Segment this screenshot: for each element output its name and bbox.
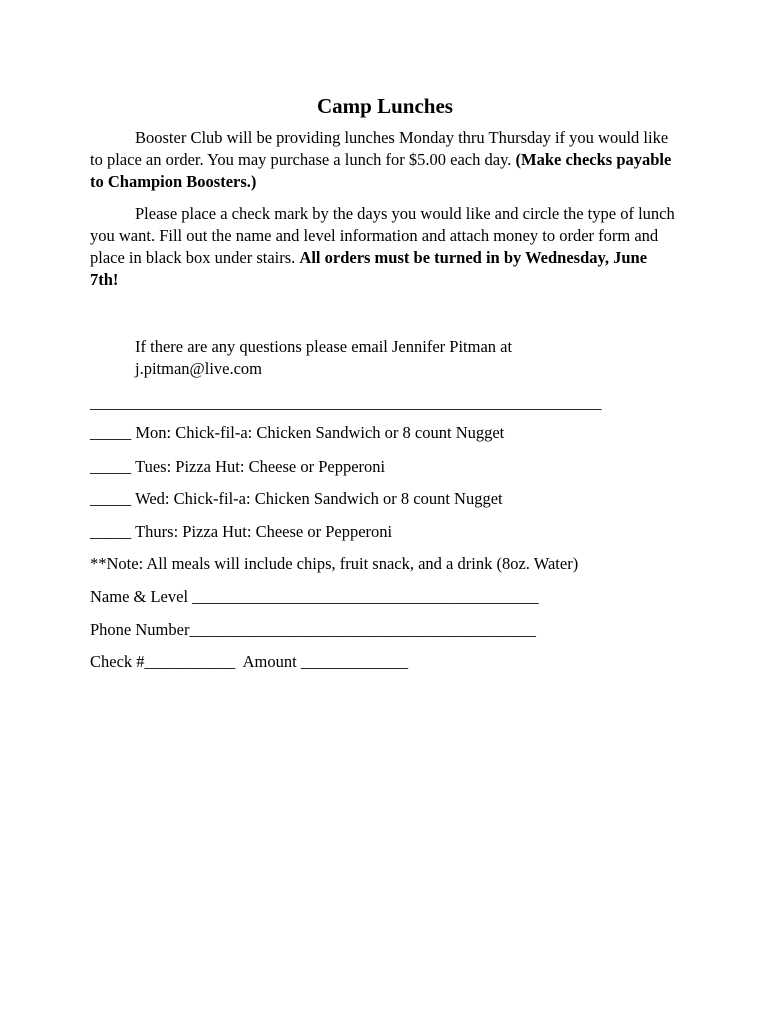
intro-bold-text: (Make checks payable to Champion Boosters.): [90, 150, 672, 191]
name-level-field: Name & Level __________________________________________: [90, 587, 539, 606]
deadline-bold-text: All orders must be turned in by Wednesday, June 7th!: [90, 248, 648, 289]
instructions-paragraph: [90, 203, 678, 291]
intro-text: Booster Club will be providing lunches Monday thru Thursday if you would like to place an order. You may purchase a lunch for $5.00 each day.: [90, 128, 669, 169]
contact-line: If there are any questions please email Jennifer Pitman at: [135, 337, 513, 356]
separator-line: ______________________________________________________________: [90, 393, 602, 412]
order-line-thursday: _____ Thurs: Pizza Hut: Cheese or Pepperoni: [90, 522, 393, 541]
meal-note: **Note: All meals will include chips, fruit snack, and a drink (8oz. Water): [90, 554, 579, 573]
contact-email: j.pitman@live.com: [135, 359, 263, 378]
order-line-tuesday: _____ Tues: Pizza Hut: Cheese or Pepperoni: [90, 457, 386, 476]
document-title: Camp Lunches: [317, 94, 453, 118]
check-amount-field: Check #___________ Amount _____________: [90, 652, 409, 671]
intro-paragraph: [90, 127, 678, 193]
contact-block: [135, 336, 655, 380]
order-line-monday: _____ Mon: Chick-fil-a: Chicken Sandwich or 8 count Nugget: [90, 423, 505, 442]
phone-number-field: Phone Number__________________________________________: [90, 620, 536, 639]
order-line-wednesday: _____ Wed: Chick-fil-a: Chicken Sandwich or 8 count Nugget: [90, 489, 503, 508]
instructions-text: Please place a check mark by the days you would like and circle the type of lunch you want. Fill out the name and level information and attach money to order form and place in black box under stairs.: [90, 204, 675, 267]
